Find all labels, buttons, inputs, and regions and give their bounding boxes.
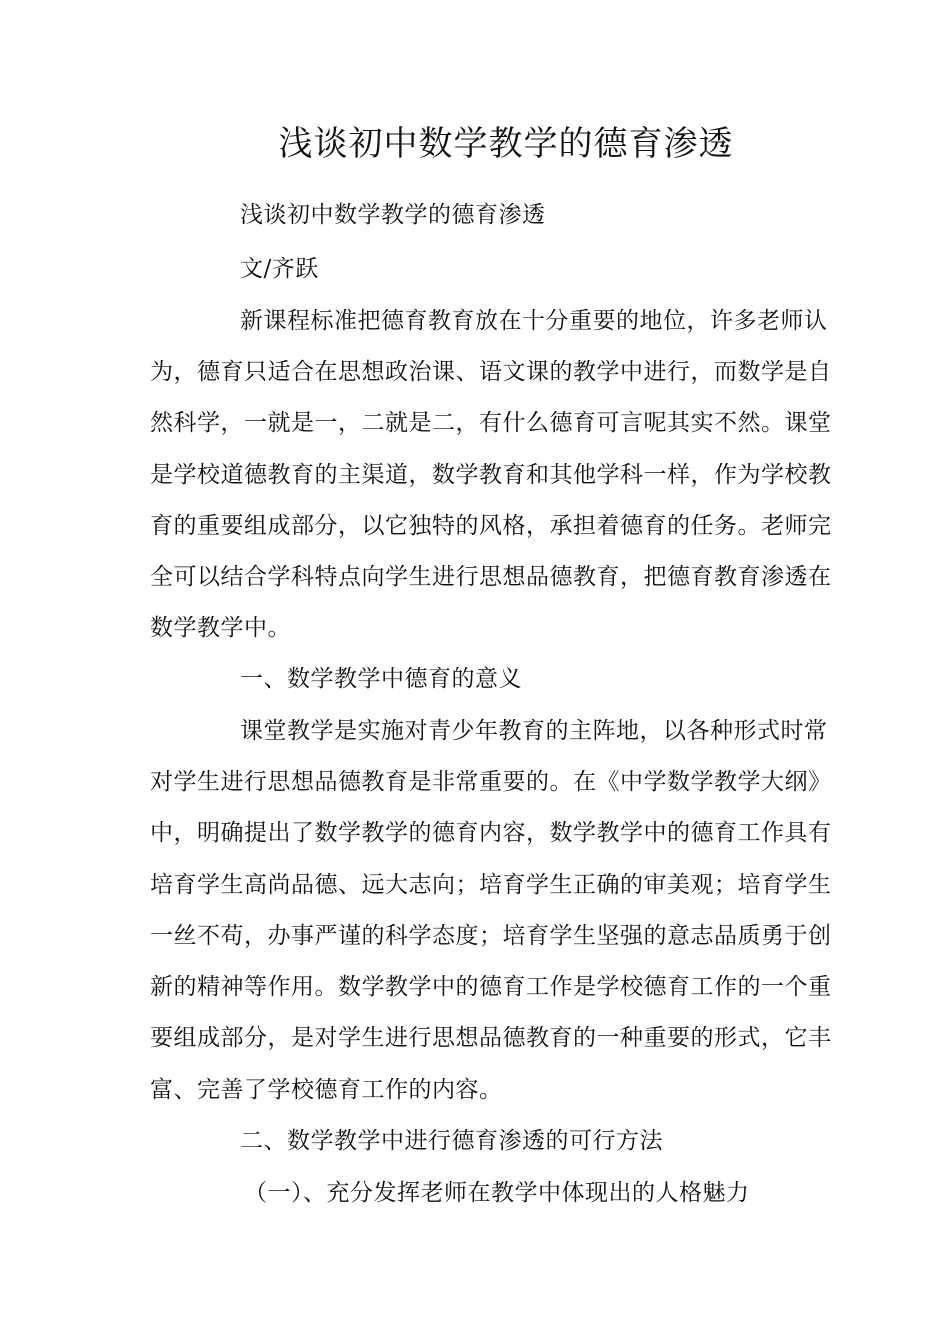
section-heading-1: 一、数学教学中德育的意义 bbox=[240, 666, 522, 692]
paragraph2-line: 培育学生高尚品德、远大志向；培育学生正确的审美观；培育学生 bbox=[150, 872, 832, 898]
paragraph2-line: 一丝不苟，办事严谨的科学态度；培育学生坚强的意志品质勇于创 bbox=[150, 923, 832, 949]
paragraph1-line: 育的重要组成部分，以它独特的风格，承担着德育的任务。老师完 bbox=[150, 513, 832, 539]
paragraph2-line: 中，明确提出了数学教学的德育内容，数学教学中的德育工作具有 bbox=[150, 820, 832, 846]
author-line: 文/齐跃 bbox=[240, 256, 319, 282]
paragraph1-line: 新课程标准把德育教育放在十分重要的地位，许多老师认 bbox=[240, 308, 828, 334]
section-heading-2: 二、数学教学中进行德育渗透的可行方法 bbox=[240, 1128, 663, 1154]
paragraph2-line: 课堂教学是实施对青少年教育的主阵地，以各种形式时常 bbox=[240, 718, 828, 744]
document-title: 浅谈初中数学教学的德育渗透 bbox=[278, 124, 734, 164]
document-subtitle: 浅谈初中数学教学的德育渗透 bbox=[240, 202, 546, 228]
paragraph1-line: 是学校道德教育的主渠道，数学教育和其他学科一样，作为学校教 bbox=[150, 462, 832, 488]
subsection-heading-1: （一）、充分发挥老师在教学中体现出的人格魅力 bbox=[244, 1180, 750, 1206]
paragraph2-line: 新的精神等作用。数学教学中的德育工作是学校德育工作的一个重 bbox=[150, 974, 832, 1000]
paragraph1-line: 为，德育只适合在思想政治课、语文课的教学中进行，而数学是自 bbox=[150, 359, 832, 385]
paragraph1-line: 然科学，一就是一，二就是二，有什么德育可言呢其实不然。课堂 bbox=[150, 410, 832, 436]
paragraph2-line: 富、完善了学校德育工作的内容。 bbox=[150, 1077, 503, 1103]
paragraph2-line: 对学生进行思想品德教育是非常重要的。在《中学数学教学大纲》 bbox=[150, 769, 832, 795]
paragraph2-line: 要组成部分，是对学生进行思想品德教育的一种重要的形式，它丰 bbox=[150, 1025, 832, 1051]
paragraph1-line: 数学教学中。 bbox=[150, 615, 291, 641]
paragraph1-line: 全可以结合学科特点向学生进行思想品德教育，把德育教育渗透在 bbox=[150, 564, 832, 590]
